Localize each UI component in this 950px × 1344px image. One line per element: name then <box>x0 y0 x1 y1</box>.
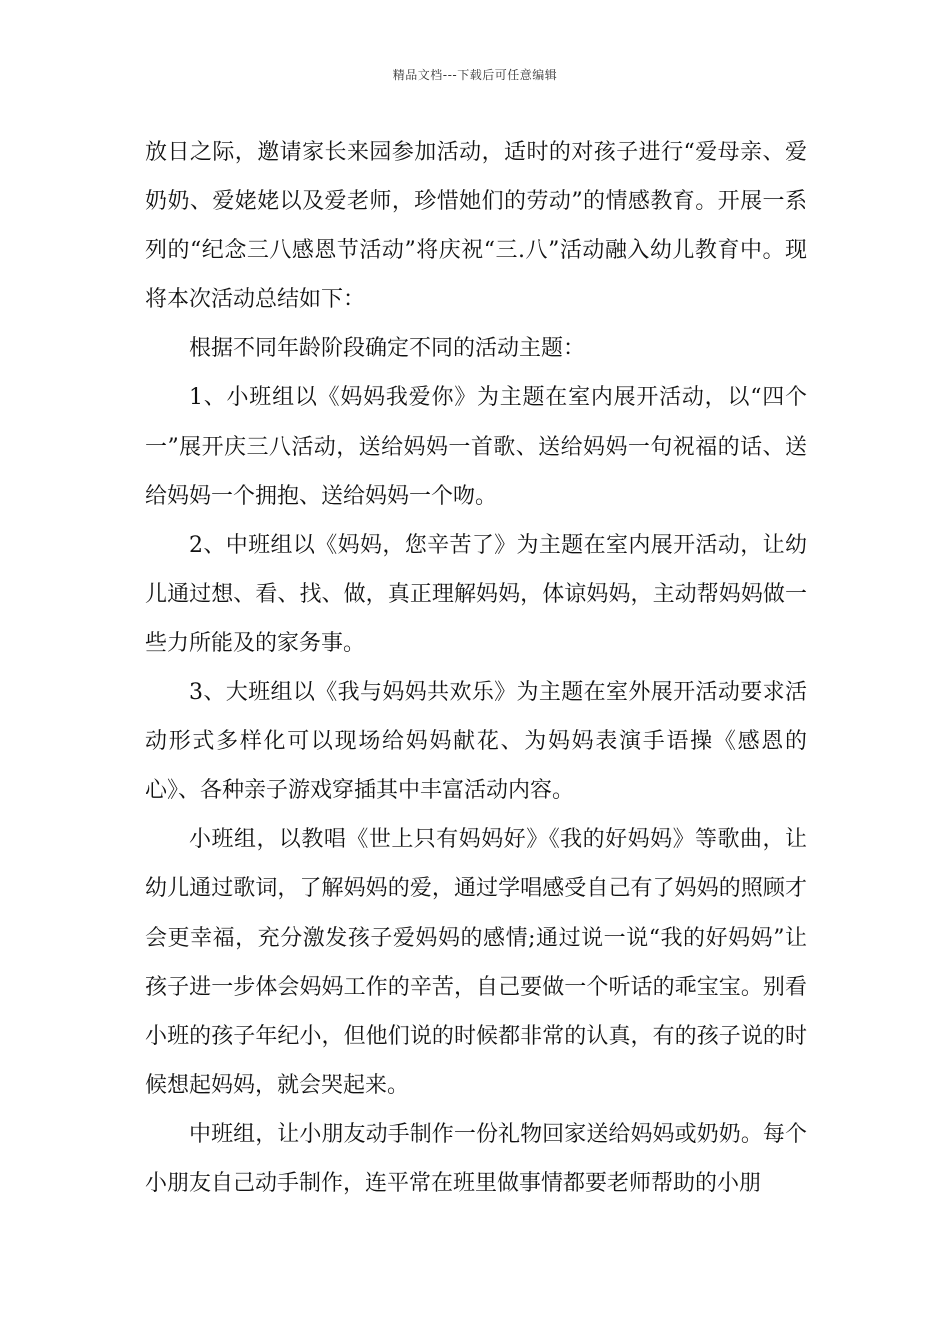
page-header: 精品文档---下载后可任意编辑 <box>392 68 558 82</box>
paragraph-themes-intro: 根据不同年龄阶段确定不同的活动主题： <box>189 336 586 362</box>
paragraph-small-class-activity: 小班组，以教唱《世上只有妈妈好》《我的好妈妈》等歌曲，让幼儿通过歌词，了解妈妈的爱，通过学唱感受自己有了妈妈的照顾才会更幸福，充分激发孩子爱妈妈的感情;通过说一说“我的好妈妈”让孩子进一步体会妈妈工作的辛苦，自己要做一个听话的乖宝宝。别看小班的孩子年纪小，但他们说的时候都非常的认真，有的孩子说的时候想起妈妈，就会哭起来。 <box>145 827 807 1098</box>
paragraph-large-class-theme: 3、大班组以《我与妈妈共欢乐》为主题在室外展开活动要求活动形式多样化可以现场给妈妈献花、为妈妈表演手语操《感恩的心》、各种亲子游戏穿插其中丰富活动内容。 <box>145 680 807 804</box>
paragraph-middle-class-activity: 中班组，让小朋友动手制作一份礼物回家送给妈妈或奶奶。每个小朋友自己动手制作，连平常在班里做事情都要老师帮助的小朋 <box>145 1121 807 1196</box>
paragraph-small-class-theme: 1、小班组以《妈妈我爱你》为主题在室内展开活动，以“四个一”展开庆三八活动，送给妈妈一首歌、送给妈妈一句祝福的话、送给妈妈一个拥抱、送给妈妈一个吻。 <box>145 385 807 509</box>
document-body <box>145 128 807 1208</box>
paragraph-middle-class-theme: 2、中班组以《妈妈，您辛苦了》为主题在室内展开活动，让幼儿通过想、看、找、做，真正理解妈妈，体谅妈妈，主动帮妈妈做一些力所能及的家务事。 <box>145 532 807 656</box>
paragraph-continuation: 放日之际，邀请家长来园参加活动，适时的对孩子进行“爱母亲、爱奶奶、爱姥姥以及爱老师，珍惜她们的劳动”的情感教育。开展一系列的“纪念三八感恩节活动”将庆祝“三.八”活动融入幼儿教育中。现将本次活动总结如下： <box>145 140 807 313</box>
